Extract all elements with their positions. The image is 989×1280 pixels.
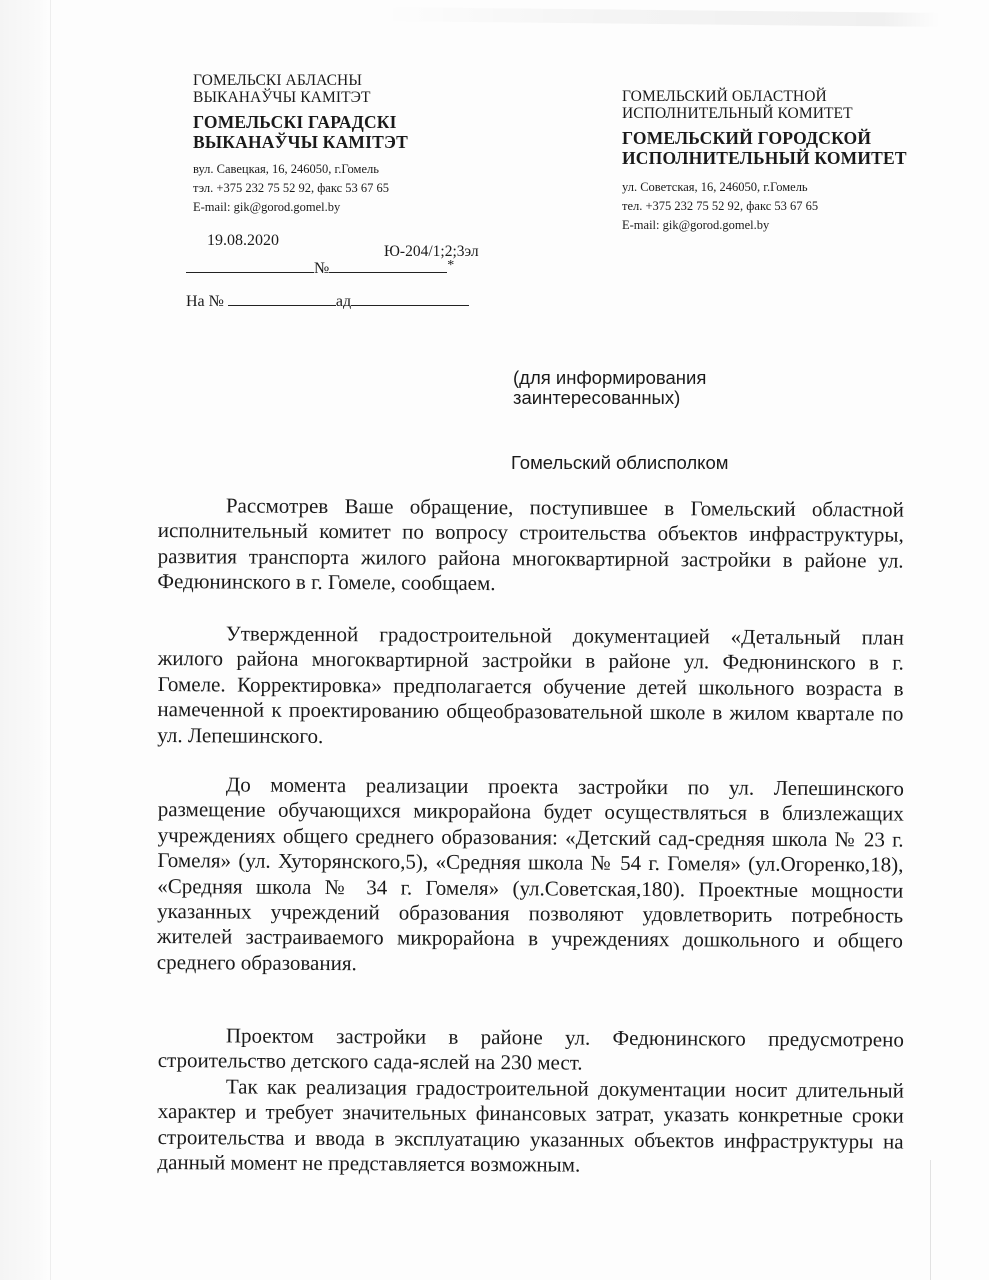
paragraph-text: Проектом застройки в районе ул. Федюнинского предусмотрено строительство детского сада-яслей на 230 мест. <box>157 1023 904 1076</box>
document-number: Ю-204/1;2;3эл <box>384 243 479 260</box>
outgoing-number-row <box>186 258 454 278</box>
body-paragraph <box>157 621 904 753</box>
letterhead-region-line: ИСПОЛНИТЕЛЬНЫЙ КОМИТЕТ <box>622 105 853 122</box>
letterhead-region-line: ГОМЕЛЬСКІ АБЛАСНЫ <box>193 72 362 89</box>
letterhead-russian <box>622 88 952 235</box>
letterhead-region-line: ВЫКАНАЎЧЫ КАМІТЭТ <box>193 89 371 106</box>
addressee-block <box>513 368 706 408</box>
number-sign: № <box>314 260 330 277</box>
reply-date-blank-line <box>351 291 469 306</box>
letterhead-city-line: ВЫКАНАЎЧЫ КАМІТЭТ <box>193 132 408 152</box>
date-blank-line <box>186 258 314 273</box>
letterhead-belarusian <box>193 72 513 217</box>
letterhead-city-line: ИСПОЛНИТЕЛЬНЫЙ КОМИТЕТ <box>622 148 907 168</box>
paragraph-text: Так как реализация градостроительной документации носит длительный характер и требует значительных финансовых затрат, указать конкретные сроки строительства и ввода в эксплуатацию указанных объектов инфраструктуры на данный момент не представляется возможным. <box>157 1074 904 1177</box>
body-paragraph <box>157 1074 904 1180</box>
number-blank-line <box>329 258 447 273</box>
asterisk-mark: * <box>447 258 455 273</box>
letterhead-city-line: ГОМЕЛЬСКІ ГАРАДСКІ <box>193 112 397 132</box>
reply-number-blank-line <box>228 291 336 306</box>
letterhead-region-line: ГОМЕЛЬСКИЙ ОБЛАСТНОЙ <box>622 88 827 105</box>
page-edge <box>930 1160 931 1280</box>
body-paragraph <box>158 1023 904 1078</box>
letterhead-email: E-mail: gik@gorod.gomel.by <box>193 200 341 214</box>
scan-smudge <box>380 7 940 27</box>
body-paragraph <box>157 493 904 599</box>
scan-shadow <box>0 0 48 1280</box>
page-edge <box>50 0 51 1280</box>
addressee-organization: Гомельский облисполком <box>511 452 729 473</box>
letterhead-city-committee <box>622 128 952 168</box>
from-label: ад <box>335 293 352 310</box>
letterhead-address: ул. Советская, 16, 246050, г.Гомель <box>622 180 808 194</box>
letterhead-email: E-mail: gik@gorod.gomel.by <box>622 218 770 232</box>
document-date: 19.08.2020 <box>207 232 279 249</box>
paragraph-text: До момента реализации проекта застройки по ул. Лепешинского размещение обучающихся микрорайона будет осуществляться в близлежащих учреждениях общего среднего образования: «Детский сад-средняя школа № 23 г. Гомеля» (ул. Хуторянского,5), «Средняя школа № 54 г. Гомеля» (ул.Огоренко,18), «Средняя школа № 34 г. Гомеля» (ул.Советская,180). Проектные мощности указанных учреждений образования позволяют удовлетворить потребность жителей застраиваемого микрорайона в учреждениях дошкольного и общего среднего образования. <box>156 772 904 976</box>
paragraph-text: Утвержденной градостроительной документацией «Детальный план жилого района многоквартирной застройки в районе ул. Федюнинского в г. Гомеле. Корректировка» предполагается обучение детей школьного возраста в намеченной к проектированию общеобразовательной школе в жилом квартале по ул. Лепешинского. <box>157 621 904 748</box>
addressee-line: заинтересованных) <box>513 387 681 408</box>
letterhead-phone: тэл. +375 232 75 52 92, факс 53 67 65 <box>193 181 390 195</box>
letterhead-phone: тел. +375 232 75 52 92, факс 53 67 65 <box>622 199 819 213</box>
letterhead-address: вул. Савецкая, 16, 246050, г.Гомель <box>193 162 379 176</box>
body-paragraph <box>157 772 904 980</box>
addressee-line: (для информирования <box>513 367 707 388</box>
reply-to-row <box>186 291 469 311</box>
letterhead-city-line: ГОМЕЛЬСКИЙ ГОРОДСКОЙ <box>622 128 872 148</box>
letterhead-city-committee <box>193 112 513 152</box>
reply-to-label: На № <box>186 293 224 310</box>
paragraph-text: Рассмотрев Ваше обращение, поступившее в Гомельский областной исполнительный комитет по вопросу строительства объектов инфраструктуры, развития транспорта жилого района многоквартирной застройки в районе ул. Федюнинского в г. Гомеле, сообщаем. <box>157 493 904 596</box>
